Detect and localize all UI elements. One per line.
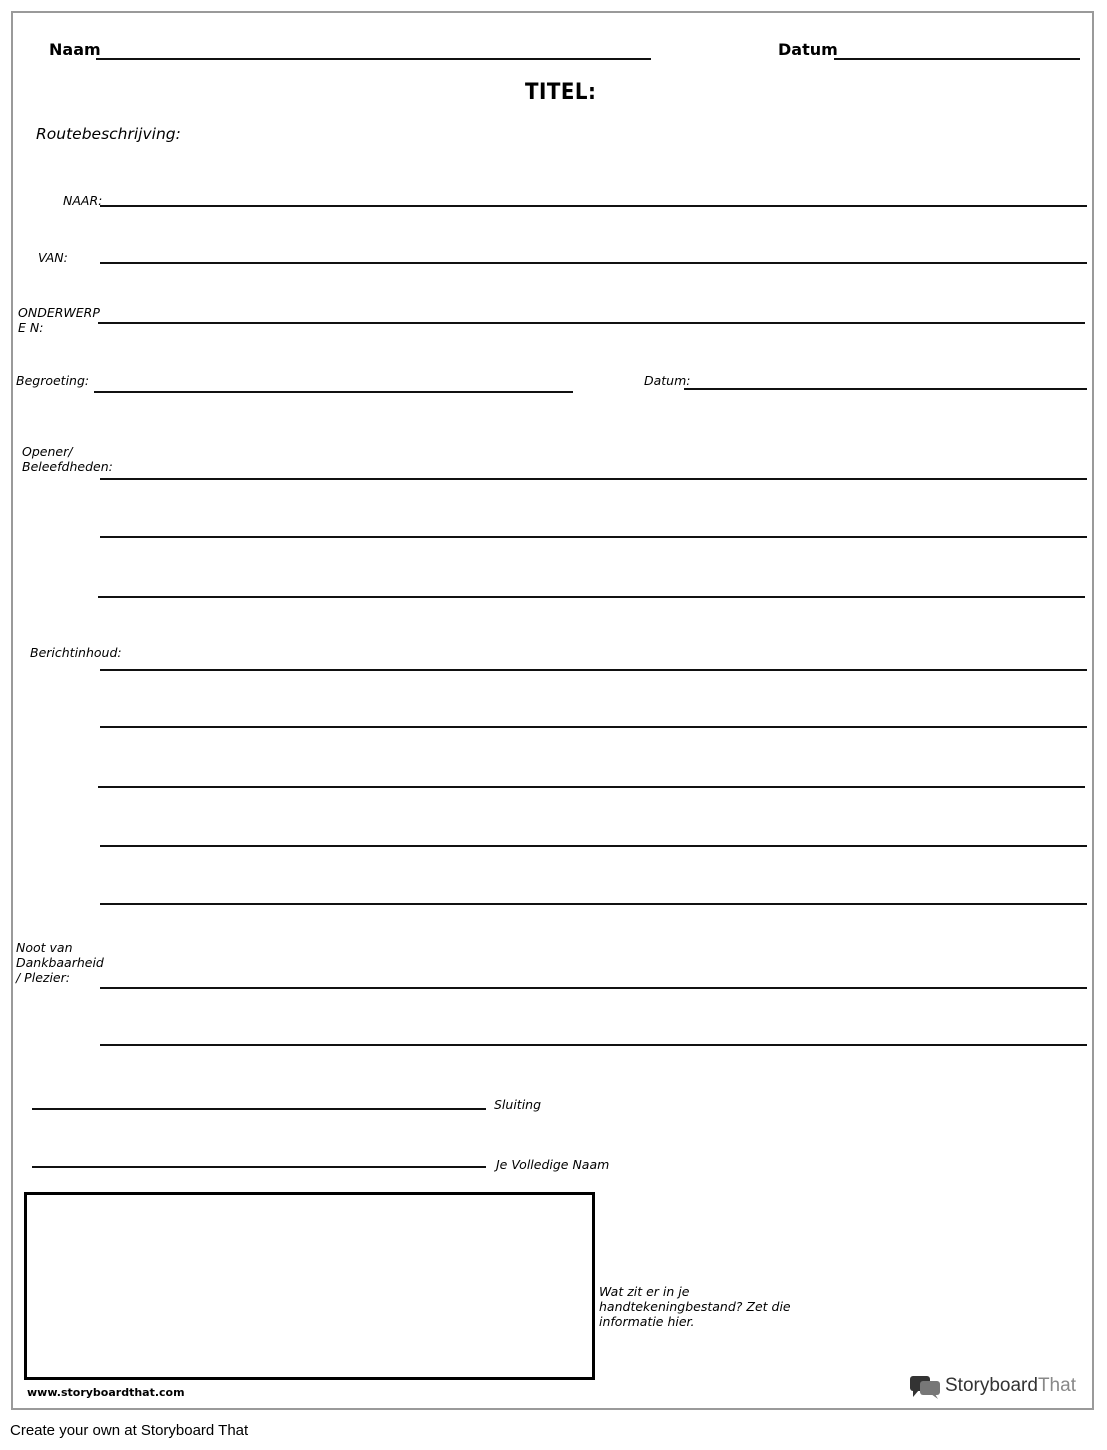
opener-line-2[interactable] (100, 536, 1087, 538)
date-header-label: Datum (778, 40, 838, 59)
logo-text (945, 1375, 1076, 1397)
opener-line-1[interactable] (100, 478, 1087, 480)
thanks-line-2[interactable] (100, 1044, 1087, 1046)
logo-text-light: That (1037, 1375, 1076, 1396)
subjects-label: ONDERWERPE N: (18, 305, 100, 335)
name-label: Naam (49, 40, 101, 59)
thanks-line-1[interactable] (100, 987, 1087, 989)
create-your-own-link[interactable]: Create your own at Storyboard That (10, 1422, 249, 1439)
thanks-label: Noot van Dankbaarheid / Plezier: (16, 940, 104, 985)
greeting-line[interactable] (94, 391, 573, 393)
fullname-label: Je Volledige Naam (496, 1157, 610, 1172)
subjects-line[interactable] (98, 322, 1085, 324)
closing-label: Sluiting (494, 1097, 542, 1112)
logo-text-main: Storyboard (945, 1375, 1038, 1396)
signature-note: Wat zit er in je handtekeningbestand? Zet die informatie hier. (599, 1284, 791, 1329)
body-line-2[interactable] (100, 726, 1087, 728)
body-line-3[interactable] (98, 786, 1085, 788)
body-line-1[interactable] (100, 669, 1087, 671)
date-header-line[interactable] (834, 58, 1080, 60)
date-field-line[interactable] (684, 388, 1087, 390)
fullname-line[interactable] (32, 1166, 486, 1168)
speech-bubbles-icon (909, 1374, 941, 1400)
title-label: TITEL: (525, 80, 597, 105)
signature-box[interactable] (24, 1192, 595, 1380)
from-label: VAN: (38, 250, 68, 265)
body-line-5[interactable] (100, 903, 1087, 905)
body-line-4[interactable] (100, 845, 1087, 847)
from-line[interactable] (100, 262, 1087, 264)
to-label: NAAR: (63, 193, 103, 208)
website-url[interactable]: www.storyboardthat.com (27, 1386, 185, 1399)
to-line[interactable] (100, 205, 1087, 207)
directions-label: Routebeschrijving: (36, 125, 181, 143)
name-line[interactable] (96, 58, 651, 60)
opener-label: Opener/ Beleefdheden: (22, 444, 113, 474)
closing-line[interactable] (32, 1108, 486, 1110)
date-field-label: Datum: (644, 373, 691, 388)
opener-line-3[interactable] (98, 596, 1085, 598)
body-label: Berichtinhoud: (30, 645, 122, 660)
greeting-label: Begroeting: (16, 373, 90, 388)
